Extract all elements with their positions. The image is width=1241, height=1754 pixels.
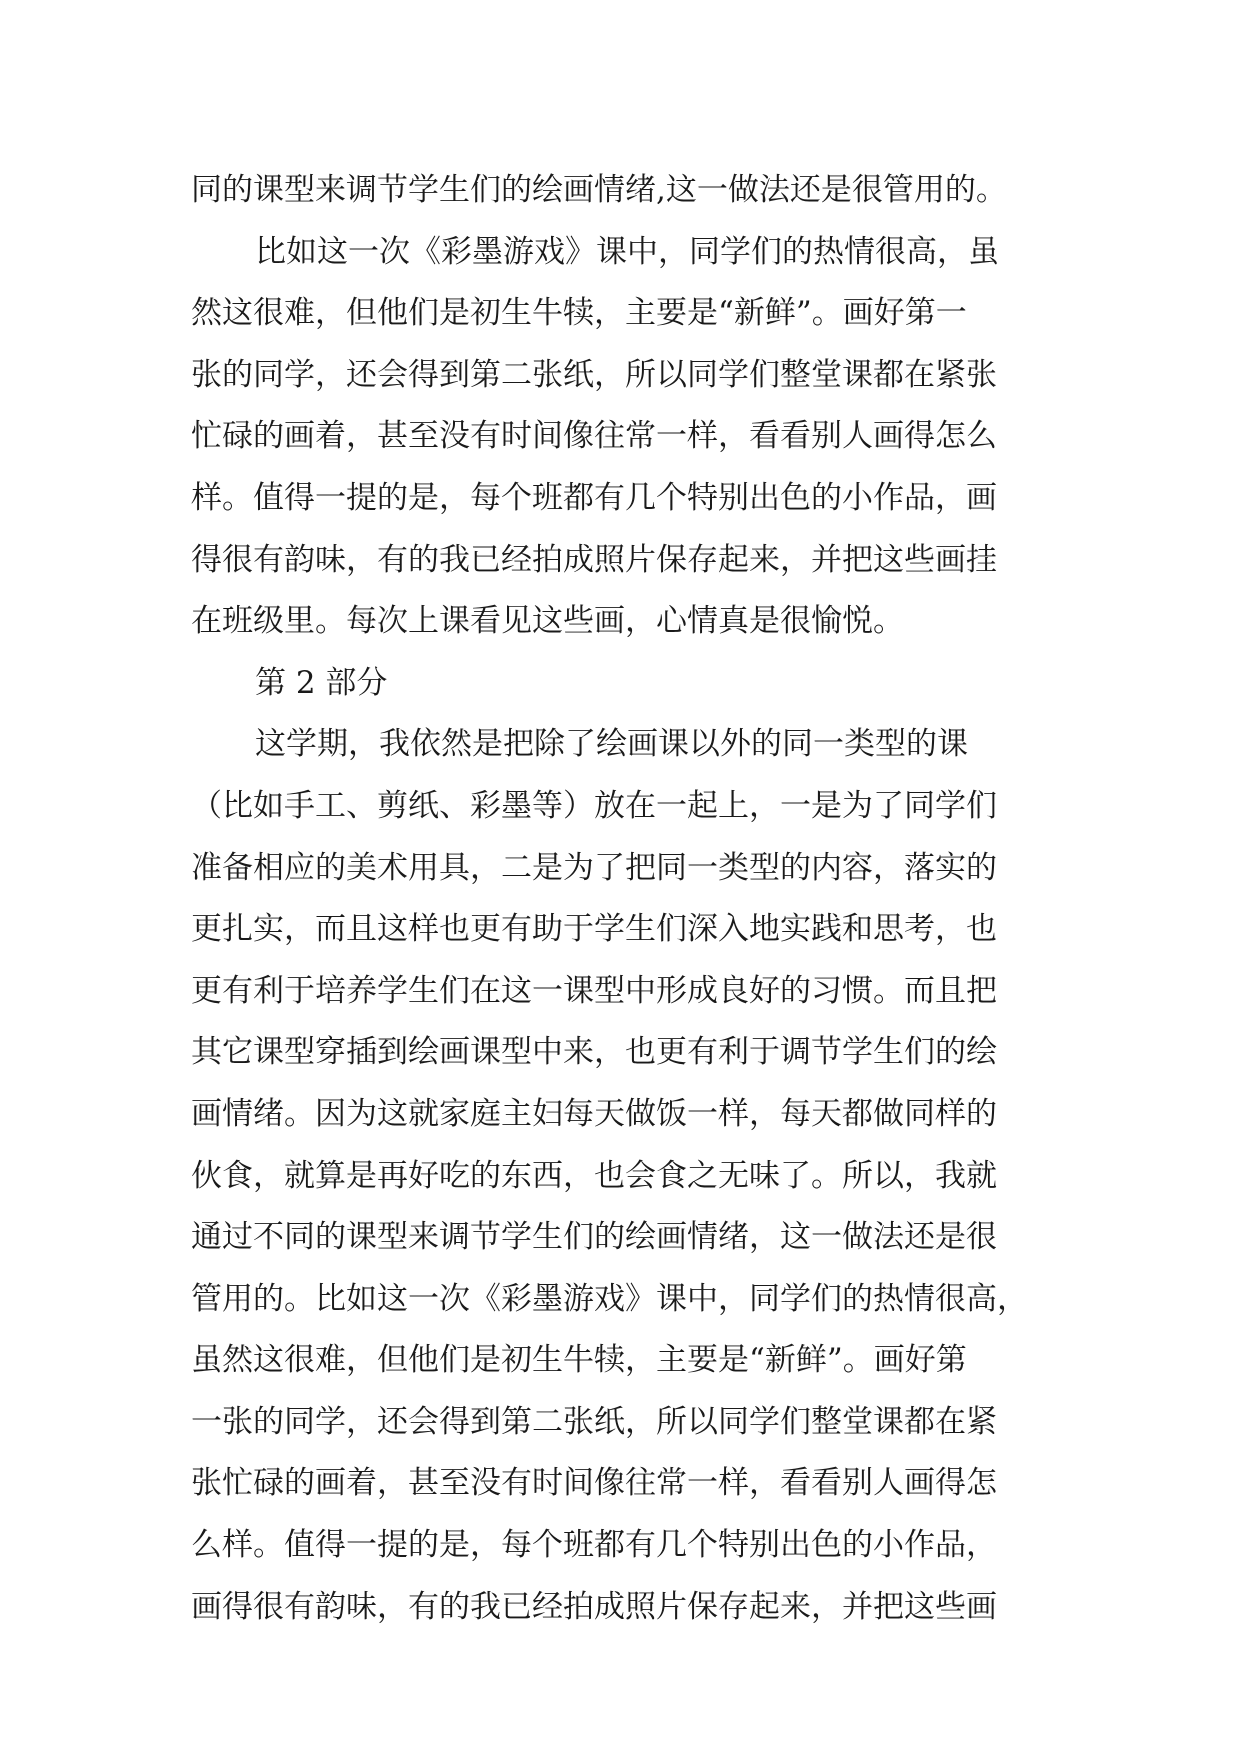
text-line: 在班级里。每次上课看见这些画，心情真是很愉悦。 <box>191 603 904 640</box>
text-line: 更有利于培养学生们在这一课型中形成良好的习惯。而且把 <box>191 972 997 1009</box>
section-heading: 第 2 部分 <box>255 664 388 701</box>
text-line: 然这很难，但他们是初生牛犊，主要是“新鲜”。画好第一 <box>191 295 967 332</box>
text-line: 样。值得一提的是，每个班都有几个特别出色的小作品，画 <box>191 479 997 516</box>
text-line: 更扎实，而且这样也更有助于学生们深入地实践和思考，也 <box>191 911 997 948</box>
text-line: 同的课型来调节学生们的绘画情绪,这一做法还是很管用的。 <box>191 172 1007 208</box>
text-line: 张忙碌的画着，甚至没有时间像往常一样，看看别人画得怎 <box>191 1465 997 1502</box>
text-line: 一张的同学，还会得到第二张纸，所以同学们整堂课都在紧 <box>191 1403 997 1440</box>
text-line: 画情绪。因为这就家庭主妇每天做饭一样，每天都做同样的 <box>191 1095 997 1132</box>
text-line: 比如这一次《彩墨游戏》课中，同学们的热情很高，虽 <box>255 233 999 270</box>
text-line: 么样。值得一提的是，每个班都有几个特别出色的小作品， <box>191 1527 997 1564</box>
document-body <box>191 160 1071 1638</box>
text-line: 得很有韵味，有的我已经拍成照片保存起来，并把这些画挂 <box>191 541 997 578</box>
text-line: 虽然这很难，但他们是初生牛犊，主要是“新鲜”。画好第 <box>191 1342 967 1379</box>
text-line: 忙碌的画着，甚至没有时间像往常一样，看看别人画得怎么 <box>191 418 997 455</box>
text-line: 伙食，就算是再好吃的东西，也会食之无味了。所以，我就 <box>191 1157 997 1194</box>
text-line: （比如手工、剪纸、彩墨等）放在一起上，一是为了同学们 <box>191 787 997 824</box>
text-line: 画得很有韵味，有的我已经拍成照片保存起来，并把这些画 <box>191 1588 997 1625</box>
text-line: 准备相应的美术用具，二是为了把同一类型的内容，落实的 <box>191 849 997 886</box>
text-line: 张的同学，还会得到第二张纸，所以同学们整堂课都在紧张 <box>191 356 997 393</box>
text-line: 通过不同的课型来调节学生们的绘画情绪，这一做法还是很 <box>191 1219 997 1256</box>
text-line: 这学期，我依然是把除了绘画课以外的同一类型的课 <box>255 726 968 763</box>
text-line: 管用的。比如这一次《彩墨游戏》课中，同学们的热情很高， <box>191 1280 1028 1317</box>
text-line: 其它课型穿插到绘画课型中来，也更有利于调节学生们的绘 <box>191 1034 997 1071</box>
